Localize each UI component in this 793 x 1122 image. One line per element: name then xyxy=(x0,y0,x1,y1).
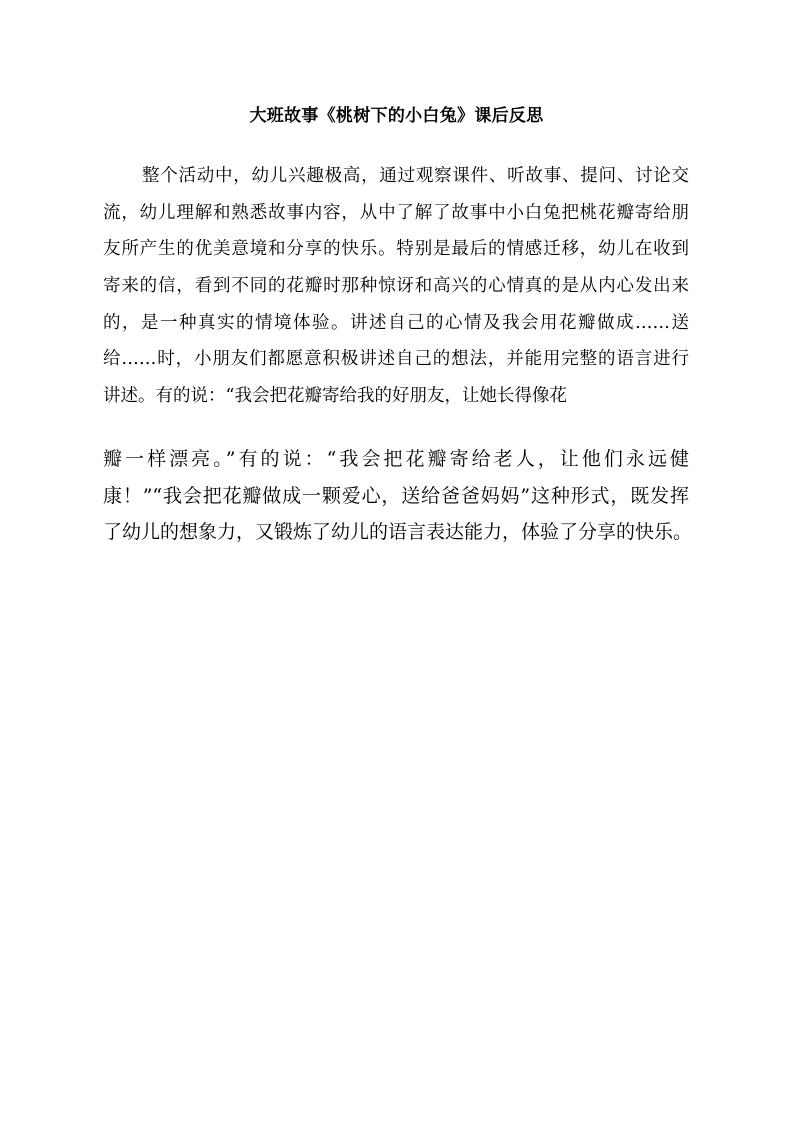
paragraph-line: 友所产生的优美意境和分享的快乐。特别是最后的情感迁移，幼儿在收到 xyxy=(103,239,689,260)
paragraph-line: 寄来的信，看到不同的花瓣时那种惊讶和高兴的心情真的是从内心发出来 xyxy=(103,276,689,297)
paragraph-line: 瓣一样漂亮。”有的说：“我会把花瓣寄给老人，让他们永远健 xyxy=(103,448,689,470)
paragraph-line: 给……时，小朋友们都愿意积极讲述自己的想法，并能用完整的语言进行 xyxy=(103,349,689,370)
paragraph-line: 整个活动中，幼儿兴趣极高，通过观察课件、听故事、提问、讨论交 xyxy=(142,166,689,186)
paragraph-line: 了幼儿的想象力，又锻炼了幼儿的语言表达能力，体验了分享的快乐。 xyxy=(103,521,693,543)
body-paragraph-2 xyxy=(103,441,693,551)
paragraph-line: 流，幼儿理解和熟悉故事内容，从中了解了故事中小白兔把桃花瓣寄给朋 xyxy=(103,202,689,223)
body-paragraph-1 xyxy=(103,158,689,415)
paragraph-line: 讲述。有的说：“我会把花瓣寄给我的好朋友，让她长得像花 xyxy=(103,386,567,407)
paragraph-line: 的，是一种真实的情境体验。讲述自己的心情及我会用花瓣做成……送 xyxy=(103,312,689,333)
document-title: 大班故事《桃树下的小白兔》课后反思 xyxy=(249,106,544,126)
paragraph-line: 康！”“我会把花瓣做成一颗爱心，送给爸爸妈妈”这种形式，既发挥 xyxy=(103,484,689,507)
